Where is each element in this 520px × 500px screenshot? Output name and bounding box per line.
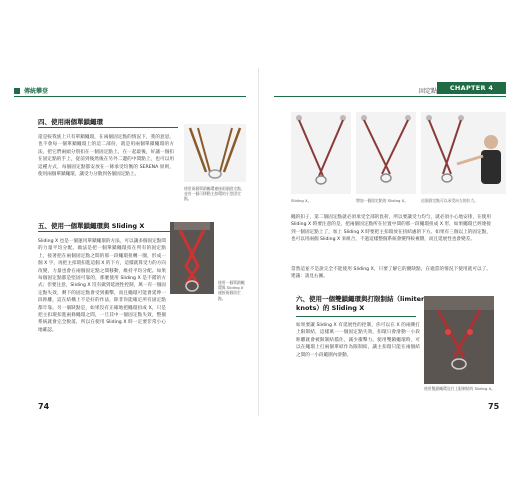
photo-sliding-x-2 [356, 112, 416, 194]
section-4-rule [38, 127, 178, 128]
caption-two-slings: 使用兩個單鎖繩環連接兩個固定點，並有一個可移動主扣環的小型固定點。 [184, 186, 245, 202]
section-6-rule [296, 316, 416, 317]
photo-sliding-x [170, 222, 214, 294]
running-header-left: 傳統攀登 [24, 88, 49, 95]
chapter-badge: CHAPTER 4 [437, 82, 506, 94]
header-color-tab [14, 88, 20, 94]
section-4-title: 四、使用兩個單鎖繩環 [38, 118, 103, 126]
section-6-title: 六、使用一個雙鎖繩環與打限制結（limiter knots）的 Sliding X [296, 295, 425, 312]
caption-photo-2: 增加一個固定點的 Sliding X。 [356, 198, 408, 203]
photo-two-slings [184, 124, 246, 182]
header-rule-left [14, 96, 246, 97]
caption-limiter-knots: 使用雙鎖繩環及打上限制結的 Sliding X。 [424, 386, 495, 391]
running-header-right: 固定點 [419, 88, 438, 95]
right-body-2: 當然這並不是說完全不能使用 Sliding X，只要了解它的優缺點，在適當的情況下使用就可以了。建議：請見右圖。 [291, 267, 491, 280]
caption-sliding-x: 使用一個單鎖繩環與 Sliding X 連接兩個固定點。 [218, 280, 245, 301]
page-number-right: 75 [488, 402, 500, 411]
page-number-left: 74 [38, 402, 50, 411]
photo-sliding-x-3 [421, 112, 506, 194]
caption-photo-3: 這個固定點可以承受向左的拉力。 [421, 198, 478, 203]
section-5-rule [38, 231, 188, 232]
photo-limiter-knots [424, 296, 494, 384]
photo-sliding-x-1 [291, 112, 351, 194]
section-5-title: 五、使用一個單鎖繩環與 Sliding X [38, 222, 145, 230]
right-body-1: 繩的扣子，第二個固定點就必須承受全部的負荷，所以要讓受力均勻，就必須小心地安排，在使用 Sliding X 時要注意的是，把兩個固定點所在位置中間的那一段繩環扭成 X 形，如果繩環已經連接到一個固定點上了，加上 Sliding X 時要把主扣環放在扭結處的下方。如果有三個以上的固定點，也可以用兩個 Sliding X 來組合，不過這樣整個系統會變得較複雜，而且延展性也會變差。 [291, 215, 491, 243]
book-gutter [258, 68, 259, 416]
section-5-body: Sliding X 也是一個運用單鎖繩環的方法，可以讓多個固定點間的力量平均分配。做法是把一個單鎖繩環扣在所有的固定點上，接著把在兩個固定點之間的那一段繩環扭轉一圈，形成一個 X 字，再把主扣環扣進這個 X 的下方，這樣就算受力的方向改變，力量也會在兩個固定點之間移動，維持平均分配。如果每個固定點都是堅固可靠的，那麼使用 Sliding X 是不錯的方式；但要注意，Sliding X 沒有做到延展性控制，萬一有一個固定點失效，剩下的固定點會受到衝擊，而且繩環可能會延伸一段距離，這在結構上不是好的作法，除非你能確定所有固定點都牢靠。另一個缺點是，如果沒有正確地把繩環扭成 X，只是把主扣環扣進兩條繩環之間，一旦其中一個固定點失效，整個系統就會完全脫落，所以在使用 Sliding X 時一定要非常小心地確認。 [38, 239, 166, 333]
section-4-body: 還是較我族上只有單鎖繩環，在兩個固定點的情況下，我的意思，也不會每一個單鎖繩環上的這二部份，就是用兩個單鎖繩環的方法，把它們兩頭分別扣在一個固定點上，在一起最後，好讓一個扣在固定點的手上，從前到後然後在另外二邊的中間點上，也可以用這種方式，每個固定點都安放在一條承受均衡的 SERENA 原則，使用兩個單鎖繩環，讓受力分散到各個固定點上。 [38, 135, 174, 178]
caption-photo-1: Sliding X。 [291, 198, 312, 203]
header-rule-right [274, 96, 506, 97]
section-6-body: 如果要讓 Sliding X 有延展性的控制，你可以在 X 的兩側打上限制結，這樣萬一一個固定點失效，扣環只會滑動一小段距離就會被限制結擋住，減少衝擊力。使用雙鎖繩環時，可以在繩環上打兩個單結作為限制結，讓主扣環只能在兩個結之間的一小段範圍內滑動。 [296, 323, 420, 358]
